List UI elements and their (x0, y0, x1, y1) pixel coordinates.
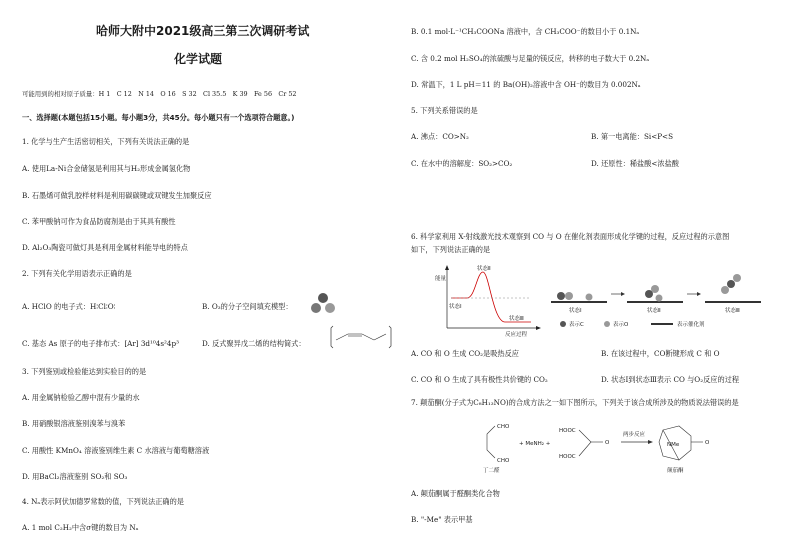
q4-option-c: C. 含 0.2 mol H₂SO₄的浓硫酸与足量的镁反应，转移的电子数大于 0.2Nₐ (411, 54, 650, 63)
q3-option-a: A. 用金属钠检验乙醇中混有少量的水 (22, 393, 140, 402)
q6-stem-line1: 6. 科学家利用 X-射线激光技术观察到 CO 与 O 在催化剂表面形成化学键的过程，反应过程的示意图 (411, 232, 730, 241)
q7-option-b: B. "-Me" 表示甲基 (411, 515, 473, 524)
carboxyl-group-bottom: HOOC (559, 454, 576, 460)
nme-group-label: NMe (667, 442, 680, 448)
q2-option-b: B. O₃的分子空间填充模型： (202, 302, 293, 311)
q2-option-d: D. 反式聚异戊二烯的结构简式： (202, 339, 306, 348)
atomic-masses: 可能用到的相对原子质量：H 1 C 12 N 14 O 16 S 32 Cl 35.5 K 39 Fe 56 Cr 52 (22, 90, 297, 98)
q1-stem: 1. 化学与生产生活密切相关，下列有关说法正确的是 (22, 137, 190, 146)
legend-catalyst-label: 表示催化剂 (677, 322, 705, 328)
q4-option-b: B. 0.1 mol·L⁻¹CH₃COONa 溶液中，含 CH₃COO⁻的数目小于 0.1Nₐ (411, 27, 640, 36)
aldehyde-group-top: CHO (497, 424, 510, 430)
catalyst-state-2-label: 状态Ⅱ (647, 308, 661, 314)
q3-option-d: D. 用BaCl₂溶液鉴别 SO₂和 SO₃ (22, 472, 128, 481)
q6-stem-line2: 如下，下列说法正确的是 (411, 245, 491, 254)
q6-option-a: A. CO 和 O 生成 CO₂是吸热反应 (411, 349, 519, 358)
q3-stem: 3. 下列鉴别或检验能达到实验目的的是 (22, 367, 147, 376)
q1-option-d: D. Al₂O₃陶瓷可做灯具是利用金属材料能导电的特点 (22, 243, 188, 252)
reagent-methylamine: + MeNH₂ + (519, 441, 551, 447)
exam-title: 哈师大附中2021级高三第三次调研考试 (96, 24, 310, 38)
q3-option-b: B. 用硝酸银溶液鉴别溴苯与溴苯 (22, 419, 126, 428)
q7-stem: 7. 颠茄酮(分子式为C₈H₁₃NO)的合成方法之一如下图所示，下列关于该合成所涉及的物质说法错误的是 (411, 398, 739, 407)
state-3-label: 状态Ⅲ (509, 316, 524, 322)
polyisoprene-structure-figure (330, 322, 392, 352)
q4-stem: 4. Nₐ表示阿伏加德罗常数的值，下列说法正确的是 (22, 497, 184, 506)
ozone-model-figure (308, 290, 338, 316)
q2-stem: 2. 下列有关化学用语表示正确的是 (22, 269, 132, 278)
exam-subtitle: 化学试题 (174, 52, 223, 66)
q4-option-d: D. 常温下，1 L pH＝11 的 Ba(OH)₂溶液中含 OH⁻的数目为 0.002Nₐ (411, 80, 641, 89)
q5-option-c: C. 在水中的溶解度：SO₂>CO₂ (411, 159, 513, 168)
energy-axis-label: 能量 (435, 276, 447, 282)
q1-option-a: A. 使用La-Ni合金储氢是利用其与H₂形成金属氢化物 (22, 164, 191, 173)
legend-carbon-label: 表示C (569, 322, 584, 328)
q5-stem: 5. 下列关系错误的是 (411, 106, 478, 115)
reaction-axis-label: 反应过程 (505, 332, 528, 338)
reactant-name: 丁二醛 (483, 468, 500, 474)
aldehyde-group-bottom: CHO (497, 458, 510, 464)
right-column (397, 0, 794, 560)
q1-option-c: C. 苯甲酸钠可作为食品防腐剂是由于其具有酸性 (22, 217, 176, 226)
q5-option-a: A. 沸点：CO>N₂ (411, 132, 469, 141)
catalyst-states-figure (549, 272, 775, 334)
synthesis-scheme-figure (467, 418, 747, 474)
q7-option-a: A. 颠茄酮属于醛酮类化合物 (411, 489, 500, 498)
state-2-label: 状态Ⅱ (477, 266, 491, 272)
svg-text:O: O (605, 440, 610, 446)
q4-option-a: A. 1 mol C₂H₂中含σ键的数目为 Nₐ (22, 523, 139, 532)
legend-oxygen-label: 表示O (613, 322, 629, 328)
q2-option-c: C. 基态 As 原子的电子排布式：[Ar] 3d¹⁰4s²4p³ (22, 339, 179, 348)
section-heading: 一、选择题(本题包括15小题。每小题3分，共45分。每小题只有一个选项符合题意。) (22, 113, 295, 122)
product-name: 颠茄酮 (667, 468, 684, 474)
catalyst-state-1-label: 状态Ⅰ (569, 308, 582, 314)
q1-option-b: B. 石墨烯可做乳胶样材料是利用碳碳键或双键发生加聚反应 (22, 191, 212, 200)
q6-option-c: C. CO 和 O 生成了具有极性共价键的 CO₂ (411, 375, 548, 384)
q5-option-b: B. 第一电离能：Si<P<S (591, 132, 674, 141)
svg-text:O: O (705, 440, 710, 446)
carboxyl-group-top: HOOC (559, 428, 576, 434)
q3-option-c: C. 用酸性 KMnO₄ 溶液鉴别维生素 C 水溶液与葡萄糖溶液 (22, 446, 210, 455)
catalyst-state-3-label: 状态Ⅲ (725, 308, 740, 314)
q6-option-b: B. 在该过程中，CO断键形成 C 和 O (601, 349, 720, 358)
energy-profile-figure (435, 262, 545, 338)
q5-option-d: D. 还原性：稀盐酸<浓盐酸 (591, 159, 679, 168)
reaction-arrow-label: 两步反应 (623, 432, 646, 438)
q6-option-d: D. 状态Ⅰ到状态Ⅲ表示 CO 与O₂反应的过程 (601, 375, 740, 384)
state-1-label: 状态Ⅰ (449, 304, 462, 310)
q2-option-a: A. HClO 的电子式：H∶Cl∶O∶ (22, 302, 116, 311)
